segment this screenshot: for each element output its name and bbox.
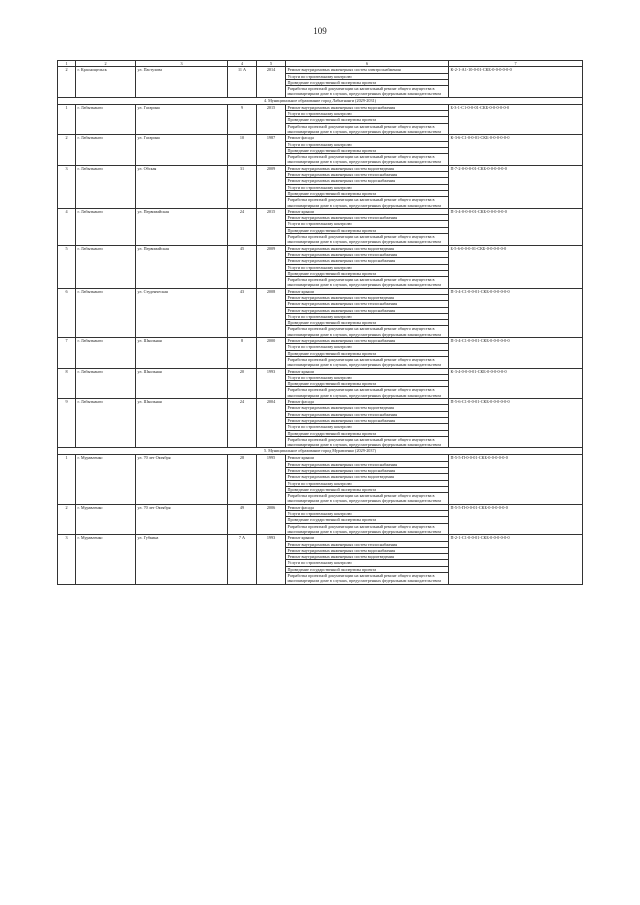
work-cell: Ремонт фасада [286, 135, 449, 141]
row-number: 3 [58, 535, 76, 584]
work-cell: Услуги по строительному контролю [286, 511, 449, 517]
work-cell: Услуги по строительному контролю [286, 560, 449, 566]
year-cell: 1987 [257, 135, 286, 165]
work-cell: Проведение государственной экспертизы проекта [286, 117, 449, 123]
house-cell: 8 [228, 338, 257, 368]
city-cell: г. Лабытнанги [76, 135, 136, 165]
house-cell: 24 [228, 208, 257, 245]
code-cell: Б-5-6-0-0-0-01-СКБ-0-0-0-0-0-0 [449, 245, 583, 288]
work-cell: Ремонт внутридомовых инженерных систем теплоснабжения [286, 301, 449, 307]
street-cell: ул. Первомайская [136, 245, 228, 288]
year-cell: 1993 [257, 368, 286, 398]
work-cell: Ремонт внутридомовых инженерных систем водоснабжения [286, 178, 449, 184]
street-cell: ул. Губкина [136, 535, 228, 584]
work-cell: Ремонт внутридомовых инженерных систем водоотведения [286, 245, 449, 251]
work-cell: Разработка проектной документации на капитальный ремонт общего имущества в многоквартирном доме в случаях, предусмотренных федеральным законодательством [286, 523, 449, 535]
work-cell: Разработка проектной документации на капитальный ремонт общего имущества в многоквартирном доме в случаях, предусмотренных федеральным законодательством [286, 86, 449, 98]
work-cell: Разработка проектной документации на капитальный ремонт общего имущества в многоквартирном доме в случаях, предусмотренных федеральным законодательством [286, 277, 449, 289]
work-cell: Разработка проектной документации на капитальный ремонт общего имущества в многоквартирном доме в случаях, предусмотренных федеральным законодательством [286, 197, 449, 209]
row-number: 1 [58, 455, 76, 504]
work-cell: Ремонт внутридомовых инженерных систем водоотведения [286, 165, 449, 171]
work-cell: Ремонт крыши [286, 288, 449, 294]
work-cell: Услуги по строительному контролю [286, 264, 449, 270]
city-cell: г. Муравленко [76, 455, 136, 504]
work-cell: Проведение государственной экспертизы проекта [286, 350, 449, 356]
work-cell: Услуги по строительному контролю [286, 221, 449, 227]
work-cell: Услуги по строительному контролю [286, 344, 449, 350]
work-cell: Проведение государственной экспертизы проекта [286, 320, 449, 326]
header-cell: 2 [76, 61, 136, 67]
table-row [58, 338, 583, 344]
table-row [58, 165, 583, 171]
table-row [58, 67, 583, 73]
work-cell: Разработка проектной документации на капитальный ремонт общего имущества в многоквартирном доме в случаях, предусмотренных федеральным законодательством [286, 573, 449, 585]
section-title: 5. Муниципальное образование город Муравленко (2029-2037) [58, 448, 583, 455]
city-cell: г. Лабытнанги [76, 399, 136, 448]
city-cell: г. Лабытнанги [76, 104, 136, 134]
code-cell: П-2-1-С1-0-0-01-СКБ-0-0-0-0-0-0 [449, 535, 583, 584]
work-cell: Услуги по строительному контролю [286, 111, 449, 117]
house-cell: 9 [228, 104, 257, 134]
header-cell: 1 [58, 61, 76, 67]
row-number: 5 [58, 245, 76, 288]
code-cell: П-3-4-С1-0-0-01-СКБ-0-0-0-0-0-0 [449, 338, 583, 368]
section-row [58, 448, 583, 455]
code-cell: П-3-4-С1-0-0-01-СКБ-0-0-0-0-0-0 [449, 288, 583, 337]
work-cell: Ремонт внутридомовых инженерных систем водоснабжения [286, 468, 449, 474]
work-cell: Ремонт внутридомовых инженерных систем теплоснабжения [286, 461, 449, 467]
work-cell: Ремонт фасада [286, 504, 449, 510]
work-cell: Ремонт внутридомовых инженерных систем водоснабжения [286, 104, 449, 110]
year-cell: 2006 [257, 504, 286, 534]
work-cell: Разработка проектной документации на капитальный ремонт общего имущества в многоквартирном доме в случаях, предусмотренных федеральным законодательством [286, 387, 449, 399]
street-cell: ул. Школьная [136, 368, 228, 398]
year-cell: 2015 [257, 208, 286, 245]
house-cell: 49 [228, 504, 257, 534]
row-number: 1 [58, 104, 76, 134]
code-cell: Б-3-1-С1-0-0-01-СКБ-0-0-0-0-0-0 [449, 104, 583, 134]
work-cell: Услуги по строительному контролю [286, 480, 449, 486]
code-cell: К-3-4-0-0-0-01-СКБ-0-0-0-0-0-0 [449, 368, 583, 398]
work-cell: Проведение государственной экспертизы проекта [286, 566, 449, 572]
header-cell: 7 [449, 61, 583, 67]
table-row [58, 245, 583, 251]
work-cell: Ремонт крыши [286, 535, 449, 541]
city-cell: г. Краснощельск [76, 67, 136, 97]
work-cell: Ремонт внутридомовых инженерных систем водоснабжения [286, 307, 449, 313]
row-number: 4 [58, 208, 76, 245]
work-cell: Разработка проектной документации на капитальный ремонт общего имущества в многоквартирном доме в случаях, предусмотренных федеральным законодательством [286, 234, 449, 246]
house-cell: 43 [228, 288, 257, 337]
work-cell: Услуги по строительному контролю [286, 424, 449, 430]
work-cell: Ремонт внутридомовых инженерных систем водоснабжения [286, 338, 449, 344]
work-cell: Ремонт внутридомовых инженерных систем электроснабжения [286, 67, 449, 73]
work-cell: Ремонт внутридомовых инженерных систем водоотведения [286, 474, 449, 480]
work-cell: Разработка проектной документации на капитальный ремонт общего имущества в многоквартирном доме в случаях, предусмотренных федеральным законодательством [286, 154, 449, 166]
city-cell: г. Лабытнанги [76, 368, 136, 398]
header-cell: 5 [257, 61, 286, 67]
year-cell: 2015 [257, 104, 286, 134]
city-cell: г. Лабытнанги [76, 288, 136, 337]
work-cell: Ремонт крыши [286, 208, 449, 214]
work-cell: Проведение государственной экспертизы проекта [286, 190, 449, 196]
work-cell: Разработка проектной документации на капитальный ремонт общего имущества в многоквартирном доме в случаях, предусмотренных федеральным законодательством [286, 123, 449, 135]
year-cell: 2004 [257, 399, 286, 448]
work-cell: Ремонт внутридомовых инженерных систем водоотведения [286, 554, 449, 560]
street-cell: ул. Пастухова [136, 67, 228, 97]
work-cell: Ремонт крыши [286, 368, 449, 374]
street-cell: ул. 70 лет Октября [136, 504, 228, 534]
year-cell: 2009 [257, 245, 286, 288]
street-cell: ул. Первомайская [136, 208, 228, 245]
house-cell: 20 [228, 368, 257, 398]
work-cell: Ремонт внутридомовых инженерных систем водоснабжения [286, 417, 449, 423]
row-number: 6 [58, 288, 76, 337]
work-cell: Разработка проектной документации на капитальный ремонт общего имущества в многоквартирном доме в случаях, предусмотренных федеральным законодательством [286, 493, 449, 505]
work-cell: Проведение государственной экспертизы проекта [286, 430, 449, 436]
street-cell: ул. Школьная [136, 338, 228, 368]
work-cell: Ремонт внутридомовых инженерных систем теплоснабжения [286, 251, 449, 257]
row-number: 2 [58, 135, 76, 165]
work-cell: Ремонт фасада [286, 399, 449, 405]
year-cell: 1995 [257, 455, 286, 504]
city-cell: г. Лабытнанги [76, 245, 136, 288]
work-cell: Услуги по строительному контролю [286, 141, 449, 147]
work-cell: Проведение государственной экспертизы проекта [286, 517, 449, 523]
header-cell: 4 [228, 61, 257, 67]
house-cell: 7 А [228, 535, 257, 584]
row-number: 3 [58, 165, 76, 208]
code-cell: К-2-1-А1-10-0-01-СКБ-0-0-0-0-0-0 [449, 67, 583, 97]
work-cell: Ремонт внутридомовых инженерных систем теплоснабжения [286, 541, 449, 547]
work-cell: Разработка проектной документации на капитальный ремонт общего имущества в многоквартирном доме в случаях, предусмотренных федеральным законодательством [286, 326, 449, 338]
work-cell: Услуги по строительному контролю [286, 374, 449, 380]
city-cell: г. Лабытнанги [76, 208, 136, 245]
year-cell: 2009 [257, 165, 286, 208]
work-cell: Ремонт внутридомовых инженерных систем теплоснабжения [286, 215, 449, 221]
city-cell: г. Лабытнанги [76, 338, 136, 368]
work-cell: Услуги по строительному контролю [286, 313, 449, 319]
section-title: 4. Муниципальное образование город Лабытнанги (2029-2031) [58, 97, 583, 104]
row-number: 8 [58, 368, 76, 398]
code-cell: П-5-6-С1-0-0-01-СКБ-0-0-0-0-0-0 [449, 399, 583, 448]
city-cell: г. Лабытнанги [76, 165, 136, 208]
row-number: 2 [58, 67, 76, 97]
city-cell: г. Муравленко [76, 535, 136, 584]
street-cell: ул. 70 лет Октября [136, 455, 228, 504]
code-cell: П-5-5-П-0-0-01-СКБ-0-0-0-0-0-0 [449, 504, 583, 534]
section-row [58, 97, 583, 104]
work-cell: Ремонт внутридомовых инженерных систем водоотведения [286, 294, 449, 300]
table-row [58, 104, 583, 110]
work-cell: Проведение государственной экспертизы проекта [286, 227, 449, 233]
work-cell: Ремонт внутридомовых инженерных систем теплоснабжения [286, 411, 449, 417]
page-number: 109 [313, 26, 327, 36]
work-cell: Услуги по строительному контролю [286, 73, 449, 79]
house-cell: 10 [228, 135, 257, 165]
work-cell: Разработка проектной документации на капитальный ремонт общего имущества в многоквартирном доме в случаях, предусмотренных федеральным законодательством [286, 436, 449, 448]
work-cell: Проведение государственной экспертизы проекта [286, 486, 449, 492]
row-number: 9 [58, 399, 76, 448]
work-cell: Услуги по строительному контролю [286, 184, 449, 190]
year-cell: 2014 [257, 67, 286, 97]
house-cell: 24 [228, 399, 257, 448]
street-cell: ул. Студенческая [136, 288, 228, 337]
year-cell: 2000 [257, 338, 286, 368]
year-cell: 1993 [257, 535, 286, 584]
work-cell: Проведение государственной экспертизы проекта [286, 147, 449, 153]
house-cell: 11 А [228, 67, 257, 97]
house-cell: 28 [228, 455, 257, 504]
table-body [58, 67, 583, 584]
code-cell: П-3-4-0-0-0-01-СКБ-0-0-0-0-0-0 [449, 208, 583, 245]
city-cell: г. Муравленко [76, 504, 136, 534]
street-cell: ул. Обская [136, 165, 228, 208]
work-cell: Проведение государственной экспертизы проекта [286, 270, 449, 276]
work-cell: Проведение государственной экспертизы проекта [286, 381, 449, 387]
street-cell: ул. Школьная [136, 399, 228, 448]
code-cell: П-7-2-0-0-0-01-СКБ-0-0-0-0-0-0 [449, 165, 583, 208]
header-cell: 3 [136, 61, 228, 67]
street-cell: ул. Гагарина [136, 104, 228, 134]
work-cell: Ремонт крыши [286, 455, 449, 461]
work-cell: Ремонт внутридомовых инженерных систем водоснабжения [286, 547, 449, 553]
work-cell: Ремонт внутридомовых инженерных систем водоснабжения [286, 258, 449, 264]
house-cell: 31 [228, 165, 257, 208]
work-cell: Разработка проектной документации на капитальный ремонт общего имущества в многоквартирном доме в случаях, предусмотренных федеральным законодательством [286, 356, 449, 368]
house-cell: 45 [228, 245, 257, 288]
row-number: 7 [58, 338, 76, 368]
header-cell: 6 [286, 61, 449, 67]
work-cell: Ремонт внутридомовых инженерных систем теплоснабжения [286, 172, 449, 178]
code-cell: П-5-5-П-0-0-01-СКБ-0-0-0-0-0-0 [449, 455, 583, 504]
work-cell: Проведение государственной экспертизы проекта [286, 79, 449, 85]
work-cell: Ремонт внутридомовых инженерных систем водоотведения [286, 405, 449, 411]
year-cell: 2008 [257, 288, 286, 337]
capital-repair-table [57, 60, 583, 585]
code-cell: К-3-6-С1-0-0-01-СКБ-0-0-0-0-0-0 [449, 135, 583, 165]
street-cell: ул. Гагарина [136, 135, 228, 165]
row-number: 2 [58, 504, 76, 534]
